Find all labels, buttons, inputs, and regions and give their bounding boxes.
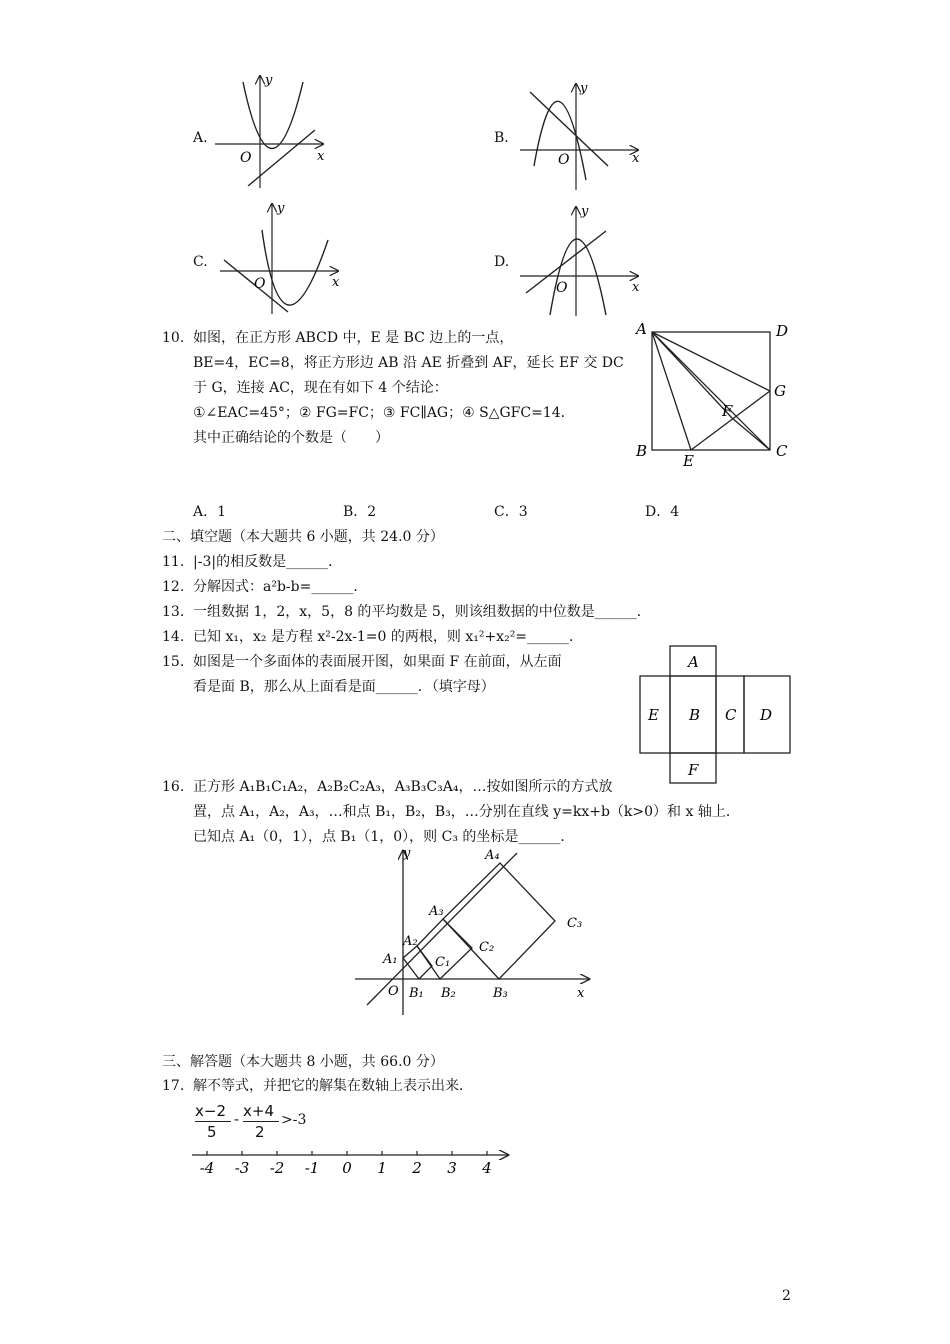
svg-text:C₂: C₂ — [479, 940, 495, 955]
squares-figure — [355, 845, 595, 1024]
graph-option-b — [520, 80, 645, 196]
number-line[interactable] — [190, 1145, 515, 1184]
q10-choice-a: A．1 — [193, 504, 227, 520]
svg-text:y: y — [580, 81, 588, 96]
tick-label: -4 — [199, 1159, 215, 1177]
svg-text:x: x — [332, 275, 340, 290]
inequality: x−2 5 - x+4 2 >-3 — [195, 1102, 307, 1141]
svg-text:A₃: A₃ — [429, 904, 444, 919]
svg-text:C: C — [776, 442, 788, 460]
option-a-label: A. — [193, 130, 208, 146]
q15-line2: 看是面 B，那么从上面看是面______．（填字母） — [193, 679, 495, 695]
svg-text:B₃: B₃ — [493, 986, 508, 1001]
svg-text:x: x — [577, 986, 585, 1001]
q16-line3: 已知点 A₁（0，1），点 B₁（1，0），则 C₃ 的坐标是______． — [193, 829, 575, 845]
svg-text:A₂: A₂ — [403, 934, 418, 949]
svg-text:D: D — [776, 322, 789, 340]
q15-line1: 如图是一个多面体的表面展开图，如果面 F 在前面，从左面 — [193, 654, 562, 670]
svg-text:x: x — [317, 149, 325, 164]
svg-text:C₃: C₃ — [567, 916, 583, 931]
q10-line5: 其中正确结论的个数是（ ） — [193, 430, 389, 446]
tick-label: 4 — [482, 1159, 492, 1177]
option-b-label: B. — [494, 130, 509, 146]
page-number: 2 — [782, 1288, 791, 1304]
tick-label: -1 — [304, 1159, 320, 1177]
svg-text:F: F — [688, 761, 699, 779]
section-heading: 三、解答题（本大题共 8 小题，共 66.0 分） — [162, 1054, 444, 1070]
q11-text: |-3|的相反数是______． — [193, 554, 343, 570]
q14-text: 已知 x₁，x₂ 是方程 x²-2x-1=0 的两根，则 x₁²+x₂²=______． — [193, 629, 584, 645]
tick-label: 3 — [447, 1159, 457, 1177]
tick-label: -2 — [269, 1159, 285, 1177]
svg-text:A₁: A₁ — [383, 952, 398, 967]
svg-text:B₁: B₁ — [409, 986, 424, 1001]
section-heading: 二、填空题（本大题共 6 小题，共 24.0 分） — [162, 529, 444, 545]
cube-net-figure — [638, 644, 794, 792]
svg-text:y: y — [265, 73, 273, 88]
svg-text:D: D — [760, 706, 773, 724]
q10-line3: 于 G，连接 AC，现在有如下 4 个结论： — [193, 380, 448, 396]
q16-line1: 正方形 A₁B₁C₁A₂，A₂B₂C₂A₃，A₃B₃C₃A₄，…按如图所示的方式放 — [193, 779, 613, 795]
svg-text:A: A — [636, 320, 647, 338]
svg-text:y: y — [581, 204, 589, 219]
svg-text:O: O — [388, 984, 399, 999]
q16-line2: 置，点 A₁，A₂，A₃，…和点 B₁，B₂，B₃，…分别在直线 y=kx+b（k>0）和 x 轴上． — [193, 804, 740, 820]
svg-text:B₂: B₂ — [441, 986, 456, 1001]
q17-text: 解不等式，并把它的解集在数轴上表示出来． — [193, 1078, 473, 1094]
tick-label: 0 — [342, 1159, 352, 1177]
svg-text:C: C — [725, 706, 737, 724]
svg-text:C₁: C₁ — [435, 955, 451, 970]
square-fold-figure — [630, 318, 795, 474]
svg-text:O: O — [254, 276, 266, 292]
svg-text:A: A — [688, 653, 699, 671]
option-d-label: D. — [494, 254, 510, 270]
question-number: 10. — [162, 330, 185, 346]
svg-text:E: E — [683, 452, 694, 470]
svg-text:y: y — [277, 201, 285, 216]
svg-text:F: F — [722, 402, 733, 420]
q10-choice-d: D．4 — [645, 504, 680, 520]
svg-text:O: O — [558, 152, 570, 168]
tick-label: 2 — [412, 1159, 422, 1177]
tick-label: -3 — [234, 1159, 250, 1177]
option-c-label: C. — [193, 254, 208, 270]
svg-text:y: y — [403, 846, 411, 861]
svg-text:x: x — [632, 151, 640, 166]
svg-text:E: E — [648, 706, 659, 724]
tick-label: 1 — [377, 1159, 387, 1177]
q10-choice-c: C．3 — [494, 504, 528, 520]
svg-text:G: G — [774, 382, 786, 400]
q13-text: 一组数据 1，2，x，5，8 的平均数是 5，则该组数据的中位数是______． — [193, 604, 651, 620]
svg-text:B: B — [636, 442, 648, 460]
q10-line2: BE=4，EC=8，将正方形边 AB 沿 AE 折叠到 AF，延长 EF 交 DC — [193, 355, 624, 371]
svg-text:O: O — [556, 280, 568, 296]
graph-option-a — [215, 70, 330, 194]
origin-label: O — [240, 150, 252, 166]
q12-text: 分解因式：a²b-b=______． — [193, 579, 368, 595]
graph-option-c — [220, 200, 345, 319]
q10-line4: ①∠EAC=45°；② FG=FC；③ FC∥AG；④ S△GFC=14． — [193, 405, 575, 421]
q10-choice-b: B．2 — [343, 504, 377, 520]
svg-text:A₄: A₄ — [485, 848, 500, 863]
svg-text:B: B — [689, 706, 701, 724]
graph-option-d — [520, 203, 645, 322]
q10-line1: 如图，在正方形 ABCD 中，E 是 BC 边上的一点， — [193, 330, 514, 346]
svg-text:x: x — [632, 280, 640, 295]
